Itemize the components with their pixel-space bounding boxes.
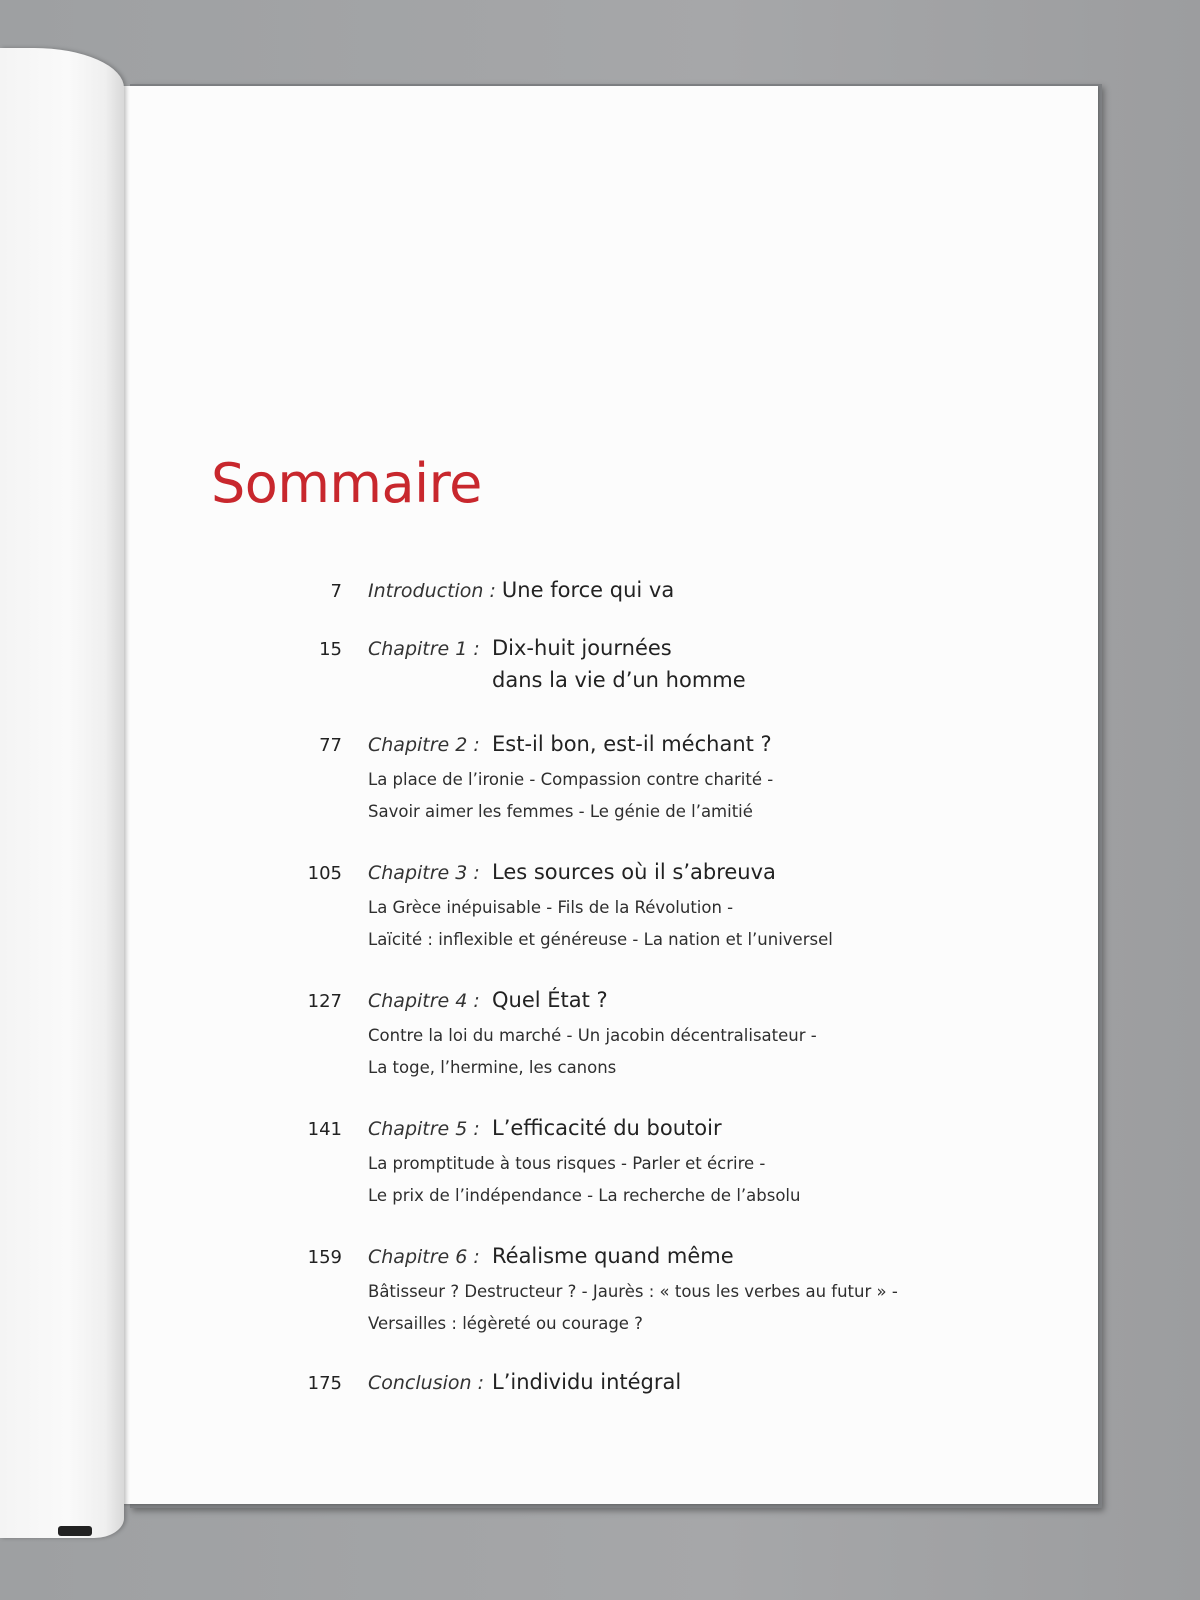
- entry-page-number: 175: [307, 1373, 342, 1394]
- table-of-contents: [296, 578, 936, 1394]
- entry-subtopics: [368, 1276, 898, 1340]
- entry-page-number: 127: [307, 991, 342, 1012]
- entry-label: Chapitre 5 :: [368, 1118, 480, 1140]
- entry-subtopic-line: Le prix de l’indépendance - La recherche de l’absolu: [368, 1186, 801, 1205]
- entry-heading-line: Réalisme quand même: [492, 1244, 734, 1268]
- left-page-curl: [0, 48, 124, 1538]
- entry-heading: [492, 856, 776, 888]
- toc-entry-chapter-6: [296, 1240, 898, 1340]
- entry-page-number: 159: [307, 1247, 342, 1268]
- entry-heading-line: Est-il bon, est-il méchant ?: [492, 732, 772, 756]
- entry-heading-line: L’individu intégral: [492, 1370, 682, 1394]
- entry-subtopic-line: La Grèce inépuisable - Fils de la Révolution -: [368, 898, 734, 917]
- entry-heading: [492, 1112, 722, 1144]
- entry-label: Chapitre 1 :: [368, 638, 480, 660]
- entry-label: Introduction :: [368, 580, 496, 602]
- entry-subtopics: [368, 1020, 817, 1084]
- toc-entry-chapter-5: [296, 1112, 800, 1212]
- toc-entry-chapter-2: [296, 728, 773, 828]
- toc-entry-chapter-4: [296, 984, 817, 1084]
- entry-label: Chapitre 4 :: [368, 990, 480, 1012]
- entry-subtopic-line: Versailles : légèreté ou courage ?: [368, 1314, 643, 1333]
- entry-page-number: 141: [307, 1119, 342, 1140]
- entry-subtopic-line: Bâtisseur ? Destructeur ? - Jaurès : « tous les verbes au futur » -: [368, 1282, 898, 1301]
- entry-heading-line: Dix-huit journées: [492, 636, 672, 660]
- entry-heading: [492, 1366, 681, 1398]
- page-title: Sommaire: [211, 452, 482, 515]
- entry-heading-line: dans la vie d’un homme: [492, 668, 746, 692]
- entry-heading: [492, 1240, 734, 1272]
- entry-heading-line: L’efficacité du boutoir: [492, 1116, 722, 1140]
- entry-heading-line: Une force qui va: [501, 578, 675, 602]
- entry-subtopic-line: Laïcité : inflexible et généreuse - La nation et l’universel: [368, 930, 833, 949]
- entry-heading: [492, 728, 772, 760]
- entry-page-number: 105: [307, 863, 342, 884]
- book-spine-edge: [58, 1526, 92, 1536]
- entry-heading: [502, 574, 674, 606]
- entry-label: Chapitre 6 :: [368, 1246, 480, 1268]
- entry-subtopic-line: La place de l’ironie - Compassion contre charité -: [368, 770, 774, 789]
- entry-subtopic-line: Contre la loi du marché - Un jacobin décentralisateur -: [368, 1026, 817, 1045]
- entry-label: Chapitre 3 :: [368, 862, 480, 884]
- entry-heading-line: Les sources où il s’abreuva: [492, 860, 776, 884]
- entry-subtopics: [368, 764, 773, 828]
- entry-subtopics: [368, 892, 833, 956]
- entry-subtopics: [368, 1148, 800, 1212]
- entry-subtopic-line: La promptitude à tous risques - Parler et écrire -: [368, 1154, 766, 1173]
- entry-subtopic-line: La toge, l’hermine, les canons: [368, 1058, 617, 1077]
- entry-heading-line: Quel État ?: [492, 988, 608, 1012]
- entry-label: Conclusion :: [368, 1372, 484, 1394]
- entry-heading: [492, 632, 746, 696]
- toc-entry-chapter-3: [296, 856, 833, 956]
- toc-entry-introduction: [296, 574, 936, 606]
- toc-entry-chapter-1: [296, 632, 746, 696]
- entry-page-number: 7: [330, 581, 342, 602]
- entry-label: Chapitre 2 :: [368, 734, 480, 756]
- entry-heading: [492, 984, 608, 1016]
- entry-subtopic-line: Savoir aimer les femmes - Le génie de l’amitié: [368, 802, 753, 821]
- entry-page-number: 15: [319, 639, 342, 660]
- entry-page-number: 77: [319, 735, 342, 756]
- toc-entry-conclusion: [296, 1366, 681, 1398]
